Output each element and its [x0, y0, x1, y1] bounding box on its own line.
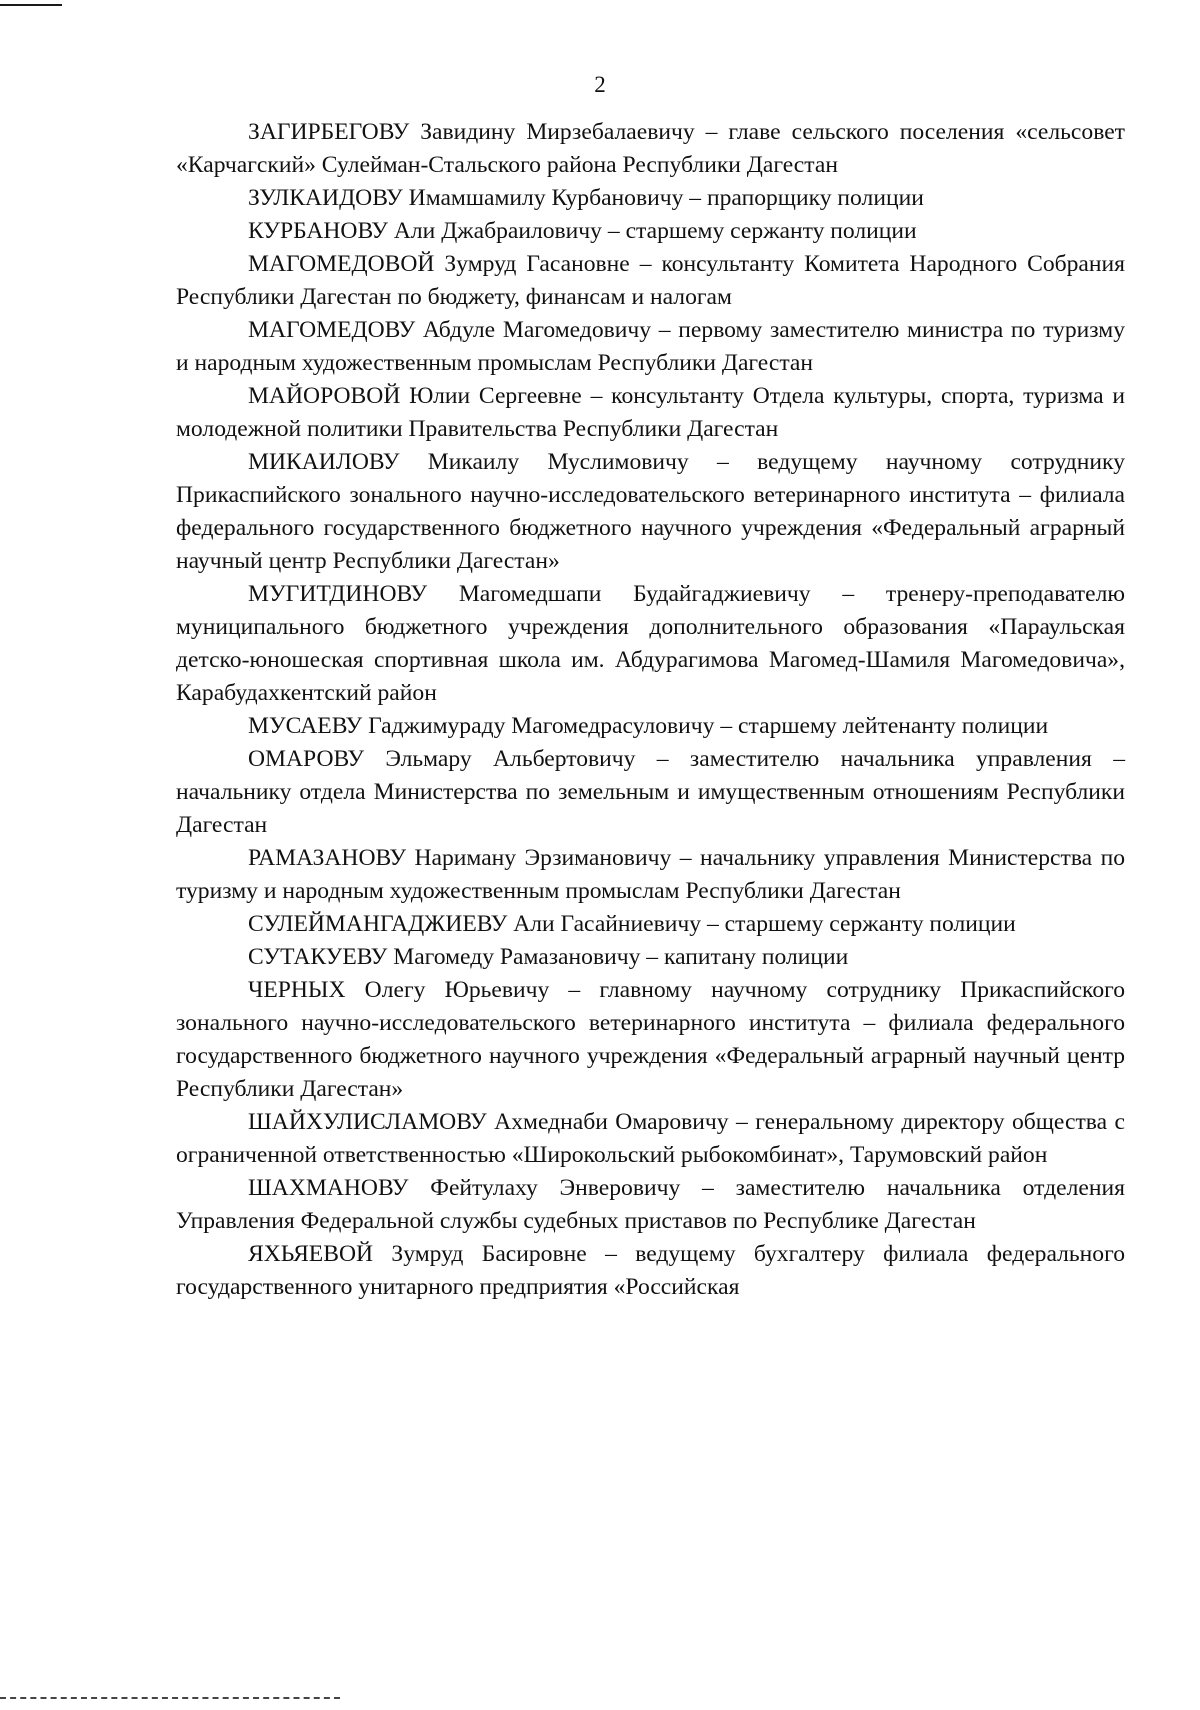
entry-yakhyaeva: ЯХЬЯЕВОЙ Зумруд Басировне – ведущему бухгалтеру филиала федерального государственного унитарного предприятия «Российская — [176, 1241, 1125, 1300]
entry-mugitdinov: МУГИТДИНОВУ Магомедшапи Будайгаджиевичу – тренеру-преподавателю муниципального бюджетного учреждения дополнительного образования «Параульская детско-юношеская спортивная школа им. Абдурагимова Магомед-Шамиля Магомедовича», Карабудахкентский район — [176, 581, 1125, 706]
entry-musaev: МУСАЕВУ Гаджимураду Магомедрасуловичу – старшему лейтенанту полиции — [248, 713, 1049, 739]
entry-sutakuev: СУТАКУЕВУ Магомеду Рамазановичу – капитану полиции — [248, 944, 849, 970]
entry-suleymangadzhiev: СУЛЕЙМАНГАДЖИЕВУ Али Гасайниевичу – старшему сержанту полиции — [248, 911, 1016, 937]
entry-kurbanov: КУРБАНОВУ Али Джабраиловичу – старшему сержанту полиции — [248, 218, 917, 244]
entry-shakhmanov: ШАХМАНОВУ Фейтулаху Энверовичу – заместителю начальника отделения Управления Федеральной службы судебных приставов по Республике Дагестан — [176, 1175, 1125, 1234]
entry-zagirbegov: ЗАГИРБЕГОВУ Завидину Мирзебалаевичу – главе сельского поселения «сельсовет «Карчагский» Сулейман-Стальского района Республики Дагестан — [176, 119, 1125, 178]
page-number: 2 — [594, 72, 606, 97]
document-body — [176, 116, 1125, 1304]
scan-edge-top — [0, 4, 62, 6]
entry-magomedov: МАГОМЕДОВУ Абдуле Магомедовичу – первому заместителю министра по туризму и народным художественным промыслам Республики Дагестан — [176, 317, 1125, 376]
entry-mikailov: МИКАИЛОВУ Микаилу Муслимовичу – ведущему научному сотруднику Прикаспийского зонального научно-исследовательского ветеринарного института – филиала федерального государственного бюджетного научного учреждения «Федеральный аграрный научный центр Республики Дагестан» — [176, 449, 1125, 574]
entry-mayorova: МАЙОРОВОЙ Юлии Сергеевне – консультанту Отдела культуры, спорта, туризма и молодежной политики Правительства Республики Дагестан — [176, 383, 1125, 442]
entry-zulkaidov: ЗУЛКАИДОВУ Имамшамилу Курбановичу – прапорщику полиции — [248, 185, 924, 211]
entry-magomedova: МАГОМЕДОВОЙ Зумруд Гасановне – консультанту Комитета Народного Собрания Республики Дагестан по бюджету, финансам и налогам — [176, 251, 1125, 310]
scan-edge-bottom — [0, 1697, 340, 1699]
entry-ramazanov: РАМАЗАНОВУ Нариману Эрзимановичу – начальнику управления Министерства по туризму и народным художественным промыслам Республики Дагестан — [176, 845, 1125, 904]
entry-chernykh: ЧЕРНЫХ Олегу Юрьевичу – главному научному сотруднику Прикаспийского зонального научно-исследовательского ветеринарного института – филиала федерального государственного бюджетного научного учреждения «Федеральный аграрный научный центр Республики Дагестан» — [176, 977, 1125, 1102]
entry-omarov: ОМАРОВУ Эльмару Альбертовичу – заместителю начальника управления – начальнику отдела Министерства по земельным и имущественным отношениям Республики Дагестан — [176, 746, 1125, 838]
entry-shaykhulislamov: ШАЙХУЛИСЛАМОВУ Ахмеднаби Омаровичу – генеральному директору общества с ограниченной ответственностью «Широкольский рыбокомбинат», Тарумовский район — [176, 1109, 1125, 1168]
